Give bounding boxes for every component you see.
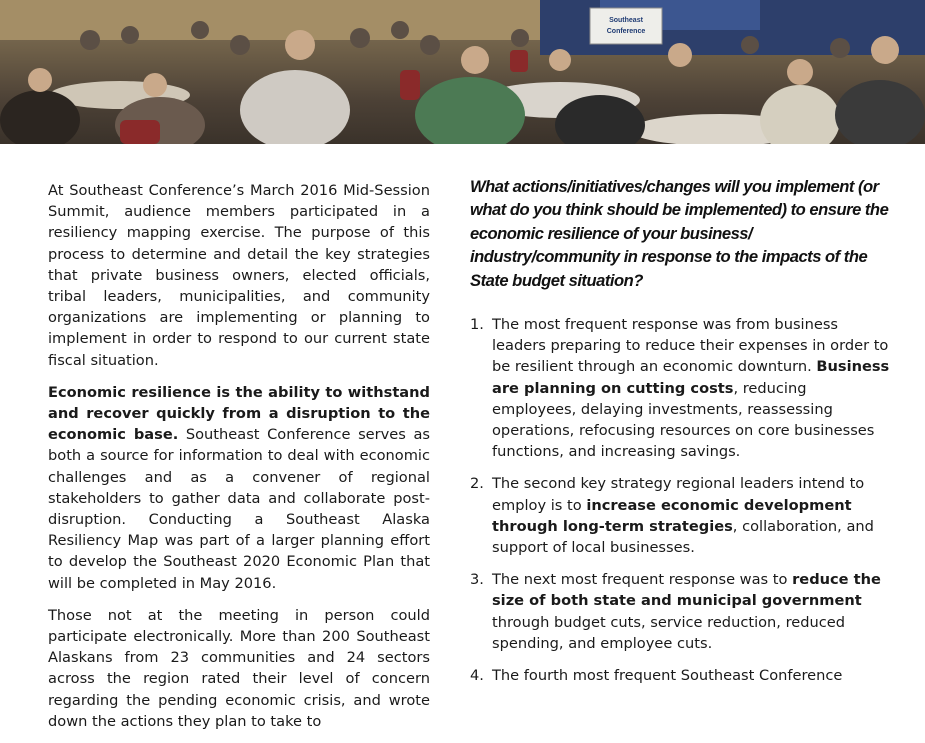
list-item-number: 4. — [470, 667, 484, 685]
list-item-text-rest: , reducing employees, delaying investments, reassessing operations, refocusing resources on core businesses functions, and increasing savings. — [492, 379, 875, 461]
conference-audience-photo — [0, 0, 925, 144]
resilience-definition: Economic resilience is the ability to withstand and recover quickly from a disruption to the economic base. — [48, 383, 430, 444]
conference-banner — [590, 8, 662, 44]
list-item-number: 2. — [470, 475, 484, 493]
response-list — [470, 314, 890, 686]
list-item-highlight: reduce the size of both state and municipal government — [492, 571, 881, 610]
list-item-text-rest: through budget cuts, service reduction, reduced spending, and employee cuts. — [492, 613, 846, 652]
photo-illustration — [0, 0, 925, 144]
list-item-number: 1. — [470, 316, 484, 334]
list-item-number: 3. — [470, 571, 484, 589]
list-item — [470, 314, 890, 462]
list-item-highlight: increase economic development through long-term strategies — [492, 496, 852, 535]
list-item-text: The most frequent response was from business leaders preparing to reduce their expenses in order to be resilient through an economic downturn. — [492, 316, 889, 376]
survey-question: What actions/initiatives/changes will you implement (or what do you think should be implemented) to ensure the economic resilience of your business/ industry/community in response to the impacts of the State budget situation? — [470, 177, 889, 290]
list-item-text: The second key strategy regional leaders intend to employ is to — [492, 475, 865, 514]
resilience-paragraph-rest: Southeast Conference serves as both a source for information to deal with economic challenges and as a convener of regional stakeholders to gather data and collaborate post-disruption. Conducting a Southeast Alaska Resiliency Map was part of a larger planning effort to develop the Southeast 2020 Economic Plan that will be completed in May 2016. — [48, 426, 430, 592]
list-item — [470, 569, 890, 654]
resilience-paragraph — [48, 382, 430, 594]
left-column — [48, 180, 430, 743]
intro-paragraph: At Southeast Conference’s March 2016 Mid-Session Summit, audience members participated in a resiliency mapping exercise. The purpose of this process to determine and detail the key strategies that private business owners, elected officials, tribal leaders, municipalities, and community organizations are implementing or planning to implement in order to respond to our current state fiscal situation. — [48, 182, 430, 369]
list-item-text: The fourth most frequent Southeast Conference — [492, 667, 843, 685]
list-item-highlight: Business are planning on cutting costs — [492, 358, 890, 397]
list-item — [470, 665, 890, 686]
right-column — [470, 175, 890, 697]
participation-paragraph: Those not at the meeting in person could participate electronically. More than 200 Southeast Alaskans from 23 communities and 24 sectors across the region rated their level of concern regarding the pending economic crisis, and wrote down the actions they plan to take to — [48, 606, 430, 730]
list-item — [470, 473, 890, 558]
svg-text:Conference: Conference — [606, 28, 646, 35]
svg-text:Southeast: Southeast — [609, 17, 643, 24]
list-item-text-rest: , collaboration, and support of local businesses. — [492, 517, 874, 557]
list-item-text: The next most frequent response was to — [492, 571, 793, 589]
